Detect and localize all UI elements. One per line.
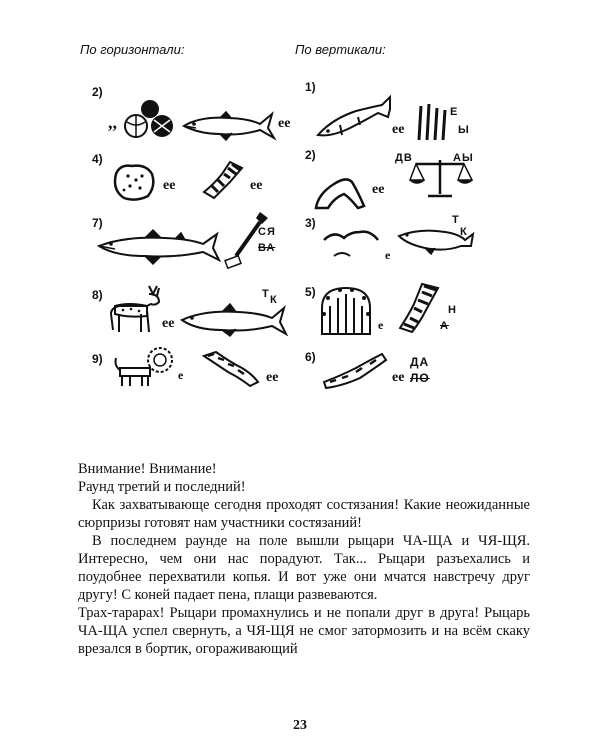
snag-stick-icon [200, 348, 262, 388]
comma-mark: ее [278, 116, 291, 131]
rebus-letters: Т [262, 288, 270, 300]
rebus-letters: К [270, 294, 278, 306]
pike-fish-icon [95, 228, 220, 266]
deer-icon [105, 282, 167, 338]
item-number: 8) [92, 288, 103, 302]
item-number: 2) [92, 85, 103, 99]
item-number: 7) [92, 216, 103, 230]
item-number: 3) [305, 216, 316, 230]
comma-mark: ее [266, 370, 279, 385]
paragraph: Трах-тарарах! Рыцари промахнулись и не попали друг в друга! Рыцарь ЧА-ЩА успел свернуть, а ЧЯ-ЩЯ не смог затормозить и на всём скаку врезался в бортик, огораживающий [78, 605, 530, 657]
rebus-letters: Е [450, 106, 459, 118]
title-line: Раунд третий и последний! [78, 479, 246, 495]
pike-fish-icon [180, 102, 275, 142]
cookie-icon [110, 160, 160, 204]
comma-mark: е [378, 318, 384, 332]
comma-mark: ее [250, 178, 263, 193]
item-number: 5) [305, 285, 316, 299]
comma-mark: е [385, 248, 391, 262]
paragraph: В последнем раунде на поле вышли рыцари ЧА-ЩА и ЧЯ-ЩЯ. Интересно, чем они нас порадуют. Так... Рыцари разъехались и поудобнее перехватили копья. И вот уже они мчатся навстречу друг другу! С коней падает пена, плащи развеваются. [78, 533, 530, 603]
comma-mark: , [250, 224, 253, 238]
rebus-letters: А [440, 320, 449, 332]
rebus-letters: ЛО [410, 371, 430, 385]
balls-icon [122, 98, 182, 140]
item-number: 6) [305, 350, 316, 364]
shoe-icon [312, 172, 370, 212]
comma-mark: ее [372, 182, 385, 197]
rebus-letters: Ы [458, 124, 470, 136]
rebus-letters: К [460, 226, 468, 238]
gate-icon [318, 284, 374, 336]
snag-stick-icon [320, 348, 390, 388]
title-line: Внимание! Внимание! [78, 461, 217, 477]
comma-mark: е [178, 368, 184, 382]
item-number: 2) [305, 148, 316, 162]
rebus-letters: АЫ [453, 152, 474, 164]
header-vertical: По вертикали: [295, 42, 386, 57]
comma-mark: ее [392, 122, 405, 137]
item-number: 4) [92, 152, 103, 166]
fence-icon [415, 100, 455, 142]
header-horizontal: По горизонтали: [80, 42, 185, 57]
page-number: 23 [293, 718, 307, 733]
comma-mark: ее [163, 178, 176, 193]
rebus-letters: Н [448, 304, 457, 316]
comma-mark: ее [392, 370, 405, 385]
body-text [78, 460, 530, 658]
comma-mark: ,, [108, 112, 117, 132]
lion-icon [112, 346, 174, 388]
pike-fish-icon [312, 95, 392, 147]
rebus-letters: ДВ [395, 152, 413, 164]
razor-icon [222, 208, 272, 270]
lips-icon [320, 228, 384, 262]
scarf-icon [200, 158, 250, 202]
rebus-letters: ВА [258, 242, 276, 254]
item-number: 9) [92, 352, 103, 366]
comma-mark: ее [162, 316, 175, 331]
item-number: 1) [305, 80, 316, 94]
rebus-letters: ДА [410, 355, 430, 369]
paragraph: Как захватывающе сегодня проходят состязания! Какие неожиданные сюрпризы готовят нам участники состязаний! [78, 497, 530, 531]
rebus-letters: СЯ [258, 226, 276, 238]
rebus-letters: Т [452, 214, 460, 226]
